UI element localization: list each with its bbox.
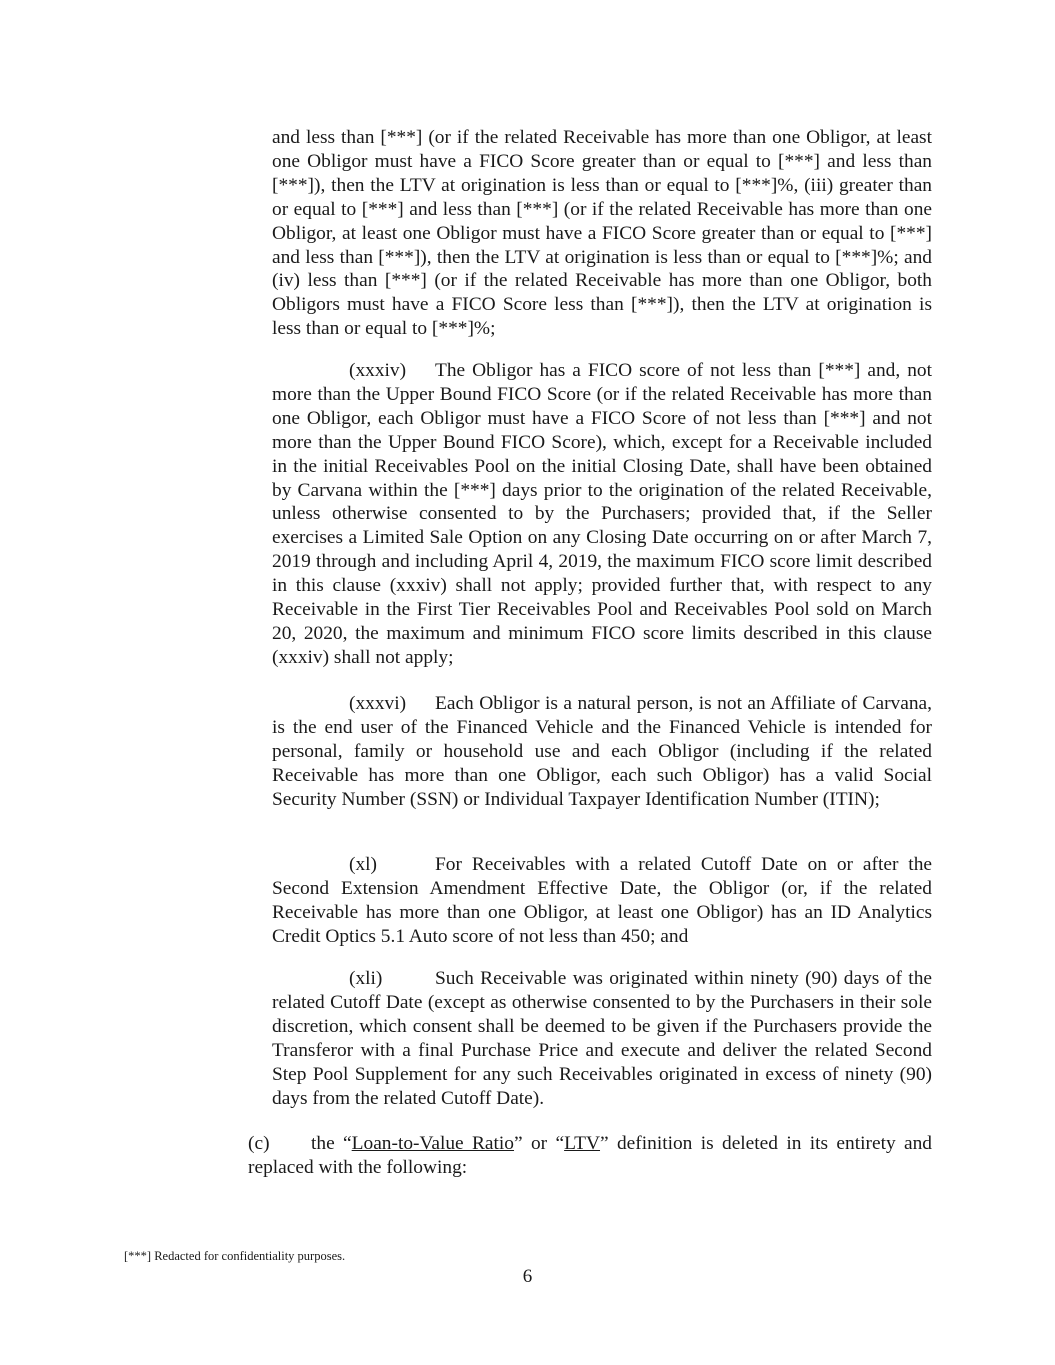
- clause-xl: [272, 853, 932, 949]
- clause-c-middle: ” or “: [514, 1133, 565, 1154]
- clause-number: (xxxiv): [349, 360, 407, 381]
- clause-xxxiv: [272, 359, 932, 670]
- clause-xli: [272, 967, 932, 1110]
- clause-number: (xl): [349, 854, 377, 875]
- clause-text: Each Obligor is a natural person, is not an Affiliate of Carvana, is the end user of the Financed Vehicle and the Financed Vehicle is intended for personal, family or household use and each Obligor (including if the related Receivable has more than one Obligor, each such Obligor) has a valid Social Security Number (SSN) or Individual Taxpayer Identification Number (ITIN);: [272, 693, 932, 810]
- clause-c: [248, 1132, 932, 1180]
- page-number: 6: [522, 1266, 533, 1287]
- clause-xxxvi: [272, 692, 932, 812]
- defined-term-ltv: LTV: [564, 1133, 601, 1154]
- continuation-paragraph: and less than [***] (or if the related Receivable has more than one Obligor, at least one Obligor must have a FICO Score greater than or equal to [***] and less than [***]), then the LTV at origination is less than or equal to [***]%, (iii) greater than or equal to [***] and less than [***] (or if the related Receivable has more than one Obligor, at least one Obligor must have a FICO Score greater than or equal to [***] and less than [***]), then the LTV at origination is less than or equal to [***]%; and (iv) less than [***] (or if the related Receivable has more than one Obligor, both Obligors must have a FICO Score less than [***]), then the LTV at origination is less than or equal to [***]%;: [272, 127, 932, 340]
- clause-number: (xli): [349, 968, 383, 989]
- clause-text: Such Receivable was originated within ninety (90) days of the related Cutoff Date (except as otherwise consented to by the Purchasers in their sole discretion, which consent shall be deemed to be given if the Purchasers provide the Transferor with a final Purchase Price and execute and deliver the related Second Step Pool Supplement for any such Receivables originated in excess of ninety (90) days from the related Cutoff Date).: [272, 968, 932, 1109]
- clause-text: The Obligor has a FICO score of not less than [***] and, not more than the Upper Bound FICO Score (or if the related Receivable has more than one Obligor, each Obligor must have a FICO Score of not less than [***] and not more than the Upper Bound FICO Score), which, except for a Receivable included in the initial Receivables Pool on the initial Closing Date, shall have been obtained by Carvana within the [***] days prior to the origination of the related Receivable, unless otherwise consented to by the Purchasers; provided that, if the Seller exercises a Limited Sale Option on any Closing Date occurring on or after March 7, 2019 through and including April 4, 2019, the maximum FICO score limit described in this clause (xxxiv) shall not apply; provided further that, with respect to any Receivable in the First Tier Receivables Pool and Receivables Pool sold on March 20, 2020, the maximum and minimum FICO score limits described in this clause (xxxiv) shall not apply;: [272, 360, 932, 668]
- defined-term-loan-to-value: Loan-to-Value Ratio: [351, 1133, 515, 1154]
- clause-text: For Receivables with a related Cutoff Date on or after the Second Extension Amendment Effective Date, the Obligor (or, if the related Receivable has more than one Obligor, at least one Obligor) has an ID Analytics Credit Optics 5.1 Auto score of not less than 450; and: [272, 854, 932, 947]
- clause-number: (xxxvi): [349, 693, 407, 714]
- clause-c-suffix: ” definition is deleted in its entirety and replaced with the following:: [248, 1133, 933, 1178]
- clause-c-prefix: the “: [311, 1133, 352, 1154]
- footnote: [***] Redacted for confidentiality purposes.: [124, 1249, 346, 1263]
- clause-c-label: (c): [248, 1133, 270, 1154]
